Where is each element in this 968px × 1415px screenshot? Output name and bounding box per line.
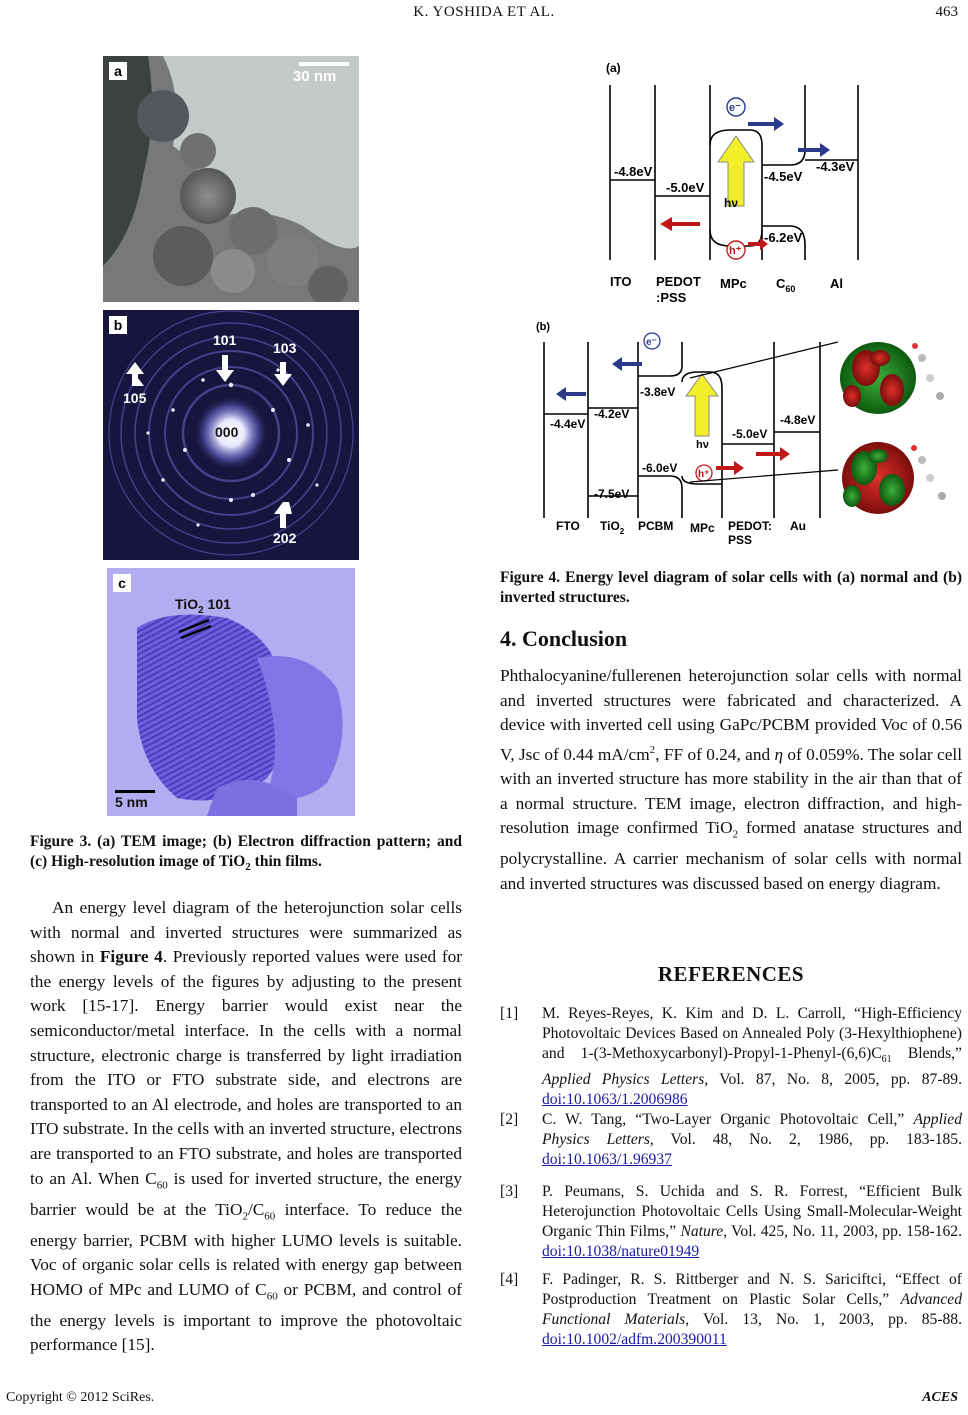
electron-arrow-icon (748, 117, 784, 131)
arrow-103-icon (274, 362, 292, 386)
label-pedot: PEDOT: (728, 519, 773, 533)
label-mpc: MPc (720, 276, 747, 291)
label-pss: :PSS (656, 290, 687, 305)
figure3-panel-a (103, 56, 359, 302)
homo-orbital-image (842, 442, 946, 514)
reference-item: [1] M. Reyes-Reyes, K. Kim and D. L. Carroll, “High-Efficiency Photovoltaic Devices Based on Annealed Poly (3-Hexylthiophene) and $1-(3-Methoxycarbonyl)-Propyl-1-Phenyl-(6,6)C_{61}$ Blends,” Applied Physics Letters, Vol. 87, No. 8, 2005, pp. 87-89. doi:10.1063/1.2006986 (500, 1005, 962, 1109)
figure3-panel-c (107, 568, 355, 816)
reference-item: [4] F. Padinger, R. S. Rittberger and N. S. Sariciftci, “Effect of Postproduction Treatment on Plastic Solar Cells,” Advanced Functional Materials, Vol. 13, No. 1, 2003, pp. 85-88. doi:10.1002/adfm.200390011 (500, 1271, 963, 1348)
label-mpc: MPc (690, 521, 715, 535)
level-pedot: -5.0eV (732, 427, 768, 441)
spot-105: 105 (123, 390, 147, 406)
svg-text:e⁻: e⁻ (729, 102, 741, 114)
level-c60-homo: -6.2eV (764, 230, 803, 245)
lattice-marker (107, 568, 355, 816)
lattice-annotation: TiO$_2$ 101 (175, 596, 231, 616)
reference-item: [3] P. Peumans, S. Uchida and S. R. Forrest, “Efficient Bulk Heterojunction Photovoltaic Cells Using Small-Molecular-Weight Organic Thin Films,” Nature, Vol. 425, No. 11, 2003, pp. 158-162. doi:10.1038/nature01949 (500, 1183, 962, 1260)
svg-text:h⁺: h⁺ (698, 469, 710, 480)
scale-bar (299, 62, 349, 66)
label-c60: $C_{60}$ (776, 276, 796, 294)
scale-bar-label: 30 nm (293, 68, 337, 85)
doi-link[interactable]: doi:10.1063/1.2006986 (542, 1091, 688, 1109)
doi-link[interactable]: doi:10.1038/nature01949 (542, 1243, 700, 1260)
figure4b-diagram (530, 318, 968, 550)
level-pcbm-lumo: -3.8eV (640, 385, 676, 399)
level-pcbm-homo: -6.0eV (642, 461, 678, 475)
label-tio2: TiO$_2$ (600, 519, 625, 536)
fig4a-tag: (a) (606, 61, 621, 75)
svg-text:h⁺: h⁺ (729, 245, 742, 257)
body-paragraph-left: An energy level diagram of the heterojunction solar cells with normal and inverted structures were summarized as shown in Figure 4. Previously reported values were used for the energy levels of the figures by adjusting to the present work [15-17]. Energy barrier would exist near the semiconductor/metal interface. In the cells with a normal structure, electronic charge is transferred by light irradiation from the ITO or FTO substrate side, and electrons are transported to an Al electrode, and holes are transported to an ITO substrate. In the cells with an inverted structure, electrons are transported to an FTO substrate, and holes are transported to an Al. When $C_{60}$ is used for inverted structure, the energy barrier would be at the $TiO_2/C_{60}$ interface. To reduce the energy barrier, PCBM with higher LUMO levels is suitable. Voc of organic solar cells is related with energy gap between HOMO of MPc and LUMO of $C_{60}$ or PCBM, and control of the energy levels is important to improve the photovoltaic performance [15]. (30, 898, 463, 1355)
doi-link[interactable]: doi:10.1002/adfm.200390011 (542, 1331, 727, 1348)
tem-image (103, 56, 359, 302)
level-ito: -4.8eV (614, 164, 653, 179)
level-fto: -4.4eV (550, 417, 586, 431)
page-number: 463 (935, 4, 958, 20)
hole-arrow-icon (660, 217, 700, 231)
reference-item: [2] C. W. Tang, “Two-Layer Organic Photovoltaic Cell,” Applied Physics Letters, Vol. 48, No. 2, 1986, pp. 183-185. doi:10.1063/1.96937 (500, 1111, 962, 1168)
label-pedot: PEDOT (656, 274, 701, 289)
spot-103: 103 (273, 340, 297, 356)
figure4-caption: Figure 4. Energy level diagram of solar cells with (a) normal and (b) inverted structures. (500, 569, 962, 606)
level-au: -4.8eV (780, 413, 816, 427)
level-pedot: -5.0eV (666, 180, 705, 195)
label-pcbm: PCBM (638, 519, 674, 533)
arrow-202-icon (274, 502, 292, 528)
label-ito: ITO (610, 274, 632, 289)
pointer-line (690, 342, 838, 378)
running-title: K. YOSHIDA ET AL. (413, 4, 555, 20)
arrow-105-icon (126, 362, 144, 386)
label-au: Au (790, 519, 806, 533)
panel-label-b: b (109, 316, 127, 334)
figure3-caption: Figure 3. (a) TEM image; (b) Electron diffraction pattern; and (c) High-resolution image of TiO$_2$ thin films. (30, 833, 462, 874)
level-c60-lumo: -4.5eV (764, 169, 803, 184)
hole-arrow-icon (756, 447, 790, 461)
level-tio2-vb: -7.5eV (594, 487, 630, 501)
references-heading: REFERENCES (657, 962, 805, 986)
hv-label: hν (696, 439, 709, 451)
electron-arrow-icon (798, 143, 830, 157)
spot-202: 202 (273, 530, 297, 546)
section-heading-conclusion: 4. Conclusion (500, 626, 628, 651)
panel-label-a: a (109, 62, 127, 80)
level-tio2-cb: -4.2eV (594, 407, 630, 421)
doi-link[interactable]: doi:10.1063/1.96937 (542, 1151, 672, 1168)
arrow-101-icon (216, 355, 234, 382)
hv-label: hν (724, 196, 739, 210)
level-al: -4.3eV (816, 159, 855, 174)
journal-name: ACES (922, 1390, 958, 1405)
panel-label-c: c (113, 574, 131, 592)
conclusion-paragraph: Phthalocyanine/fullerenen heterojunction solar cells with normal and inverted structures were fabricated and characterized. A device with inverted cell using GaPc/PCBM provided Voc of 0.56 V, Jsc of 0.44 $mA/cm^2$, FF of 0.24, and η of 0.059%. The solar cell with an inverted structure has more stability in the air than that of a normal structure. TEM image, electron diffraction, and high-resolution image confirmed TiO$_2$ formed anatase structures and polycrystalline. A carrier mechanism of solar cells with normal and inverted structures was discussed based on energy diagram. (500, 666, 962, 893)
spot-000: 000 (215, 424, 239, 440)
label-fto: FTO (556, 519, 580, 533)
fig4b-tag: (b) (536, 321, 551, 333)
hole-arrow-icon (716, 461, 744, 475)
figure3-panel-b (103, 310, 359, 560)
lumo-orbital-image (840, 342, 944, 414)
label-al: Al (830, 276, 843, 291)
scale-bar (115, 790, 155, 793)
svg-text:e⁻: e⁻ (646, 337, 657, 348)
electron-arrow-icon (556, 387, 586, 401)
label-pss: PSS (728, 533, 753, 547)
copyright: Copyright © 2012 SciRes. (6, 1390, 155, 1405)
figure4a-diagram (590, 50, 880, 312)
photon-arrow-icon (686, 374, 718, 436)
scale-bar-label: 5 nm (115, 794, 148, 810)
spot-101: 101 (213, 332, 237, 348)
